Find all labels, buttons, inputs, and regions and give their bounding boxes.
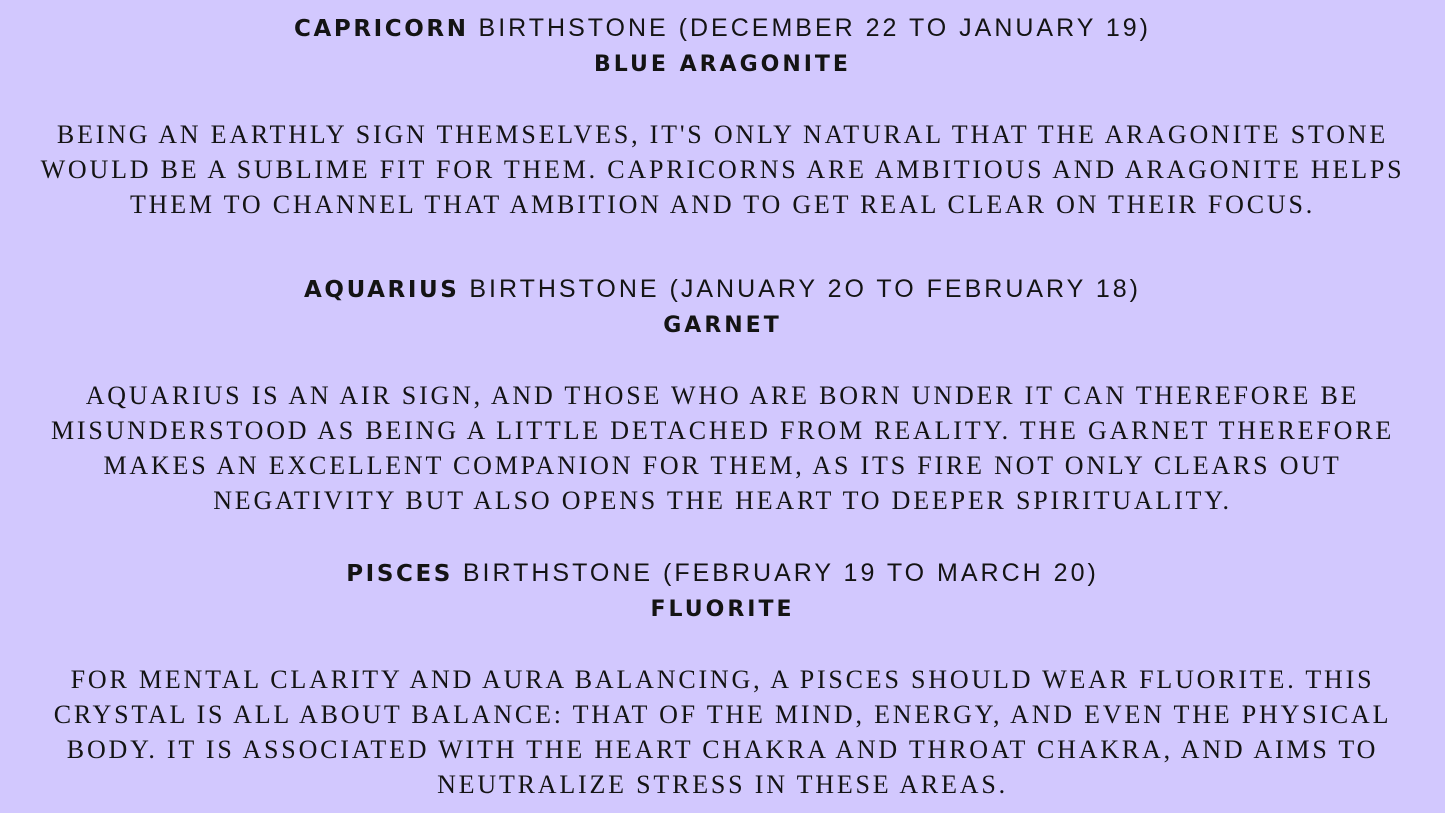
pisces-description: FOR MENTAL CLARITY AND AURA BALANCING, A PISCES SHOULD WEAR FLUORITE. THIS CRYSTAL IS ALL ABOUT BALANCE: THAT OF THE MIND, ENERGY, AND EVEN THE PHYSICAL BODY. IT IS ASSOCIATED WITH THE HEART CHAKRA AND THROAT CHAKRA, AND AIMS TO NEUTRALIZE STRESS IN THESE AREAS. <box>53 665 1392 799</box>
capricorn-heading <box>0 10 1445 47</box>
capricorn-stone-name: BLUE ARAGONITE <box>594 52 851 77</box>
aquarius-sign-name: AQUARIUS <box>304 277 460 303</box>
pisces-stone-name: FLUORITE <box>650 597 795 622</box>
aquarius-stone-name: GARNET <box>663 313 782 338</box>
aquarius-description: AQUARIUS IS AN AIR SIGN, AND THOSE WHO ARE BORN UNDER IT CAN THEREFORE BE MISUNDERSTOOD AS BEING A LITTLE DETACHED FROM REALITY. THE GARNET THEREFORE MAKES AN EXCELLENT COMPANION FOR THEM, AS ITS FIRE NOT ONLY CLEARS OUT NEGATIVITY BUT ALSO OPENS THE HEART TO DEEPER SPIRITUALITY. <box>50 381 1395 515</box>
aquarius-section <box>0 271 1445 518</box>
aquarius-heading <box>0 271 1445 308</box>
pisces-heading <box>0 555 1445 592</box>
pisces-section <box>0 555 1445 802</box>
capricorn-sign-name: CAPRICORN <box>293 16 469 42</box>
aquarius-date-range: BIRTHSTONE (JANUARY 2O TO FEBRUARY 18) <box>469 275 1141 303</box>
capricorn-section <box>0 10 1445 222</box>
pisces-date-range: BIRTHSTONE (FEBRUARY 19 TO MARCH 20) <box>462 559 1099 587</box>
capricorn-date-range: BIRTHSTONE (DECEMBER 22 TO JANUARY 19) <box>478 14 1152 42</box>
pisces-sign-name: PISCES <box>346 561 453 587</box>
capricorn-description: BEING AN EARTHLY SIGN THEMSELVES, IT'S ONLY NATURAL THAT THE ARAGONITE STONE WOULD BE A SUBLIME FIT FOR THEM. CAPRICORNS ARE AMBITIOUS AND ARAGONITE HELPS THEM TO CHANNEL THAT AMBITION AND TO GET REAL CLEAR ON THEIR FOCUS. <box>40 120 1405 219</box>
